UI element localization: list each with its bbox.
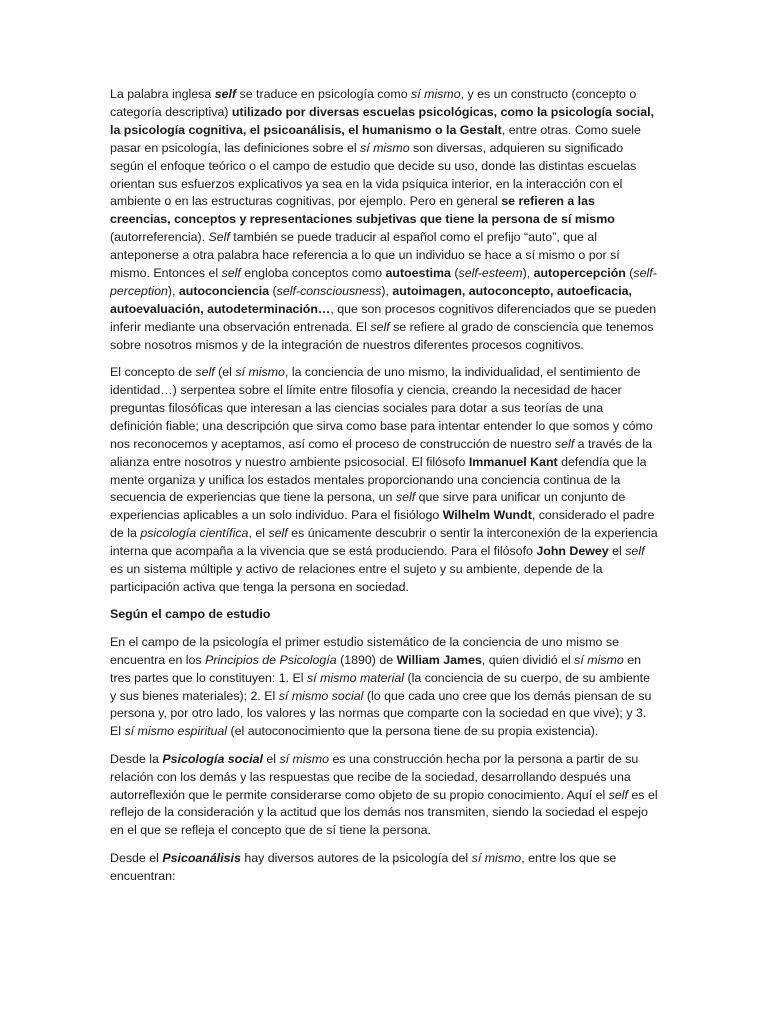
text-run: que sirve para unificar un conjunto de experiencias aplicables a un solo individuo. Para el fisiólogo: [110, 490, 626, 523]
text-run: Self: [208, 230, 230, 245]
text-run: sí mismo: [279, 751, 330, 766]
text-run: Desde la: [110, 751, 163, 766]
text-run: también se puede traducir al español como el prefijo “auto”, que al anteponerse a otra palabra hace referencia a lo que un individuo se hace a sí mismo o por sí mismo. Entonces el: [110, 230, 620, 281]
text-run: (autorreferencia).: [110, 230, 209, 245]
text-run: en tres partes que lo constituyen: 1. El: [110, 652, 641, 685]
text-run: ),: [522, 266, 534, 281]
text-run: La palabra inglesa: [110, 87, 215, 101]
text-run: (la conciencia de su cuerpo, de su ambiente y sus bienes materiales); 2. El: [110, 670, 650, 703]
text-run: , que son procesos cognitivos diferenciados que se pueden inferir mediante una observación entrenada. El: [110, 301, 657, 334]
text-run: self-perception: [110, 266, 657, 298]
text-run: (el: [214, 365, 236, 380]
text-run: engloba conceptos como: [240, 266, 386, 281]
text-run: self-consciousness: [276, 283, 382, 298]
text-run: , entre otras. Como suele pasar en psicología, las definiciones sobre el: [110, 122, 641, 155]
text-run: defendía que la mente organiza y unifica los estados mentales proporcionando una conciencia continua de la secuencia de experiencias que tiene la persona, un: [110, 454, 647, 505]
text-run: Psicología social: [162, 751, 263, 766]
text-run: sí mismo espiritual: [124, 724, 228, 739]
text-run: ),: [381, 283, 393, 298]
text-run: , la conciencia de uno mismo, la individualidad, el sentimiento de identidad…) serpentea sobre el límite entre filosofía y ciencia, creando la necesidad de hacer preguntas filosóficas que interesan a las ciencias sociales para dotar a sus teorías de una definición fiable; una descripción que sirva como base para intentar entender lo que somos y cómo nos reconocemos y aceptamos, así como el proceso de construcción de nuestro: [110, 365, 653, 451]
paragraph-social-psychology: [110, 751, 658, 841]
text-run: Desde el: [110, 850, 163, 865]
text-run: el: [608, 544, 626, 559]
document-page: [110, 86, 658, 895]
text-run: (1890) de: [336, 652, 397, 667]
text-run: (: [450, 266, 459, 281]
section-heading: [110, 606, 658, 624]
text-run: self: [221, 266, 241, 281]
text-run: hay diversos autores de la psicología del: [240, 850, 472, 865]
text-run: Immanuel Kant: [468, 454, 558, 469]
text-run: sí mismo social: [278, 688, 364, 703]
text-run: es el reflejo de la consideración y la actitud que los demás nos transmiten, siendo la sociedad el espejo en el que se refleja el concepto que de sí tiene la persona.: [110, 787, 658, 838]
paragraph-intro: [110, 86, 658, 355]
text-run: self: [625, 544, 645, 559]
text-run: sí mismo: [411, 87, 461, 101]
text-run: , entre los que se encuentran:: [110, 850, 617, 883]
text-run: (lo que cada uno cree que los demás piensan de su persona y, por otro lado, los valores y las normas que comparte con la sociedad en que vive); y 3. El: [110, 688, 652, 739]
text-run: autopercepción: [533, 266, 626, 281]
text-run: el: [262, 751, 280, 766]
text-run: autoimagen, autoconcepto, autoeficacia, autoevaluación, autodeterminación…: [110, 283, 632, 316]
paragraph-william-james: [110, 634, 658, 741]
text-run: a través de la alianza entre nosotros y nuestro ambiente psicosocial. El filósofo: [110, 436, 653, 469]
text-run: self: [370, 319, 390, 334]
text-run: Wilhelm Wundt: [442, 508, 532, 523]
text-run: son diversas, adquieren su significado según el enfoque teórico o el campo de estudio que decide su uso, donde las distintas escuelas orientan sus esfuerzos explicativos ya sea en la vida psíquica interior, en la interacción con el ambiente o en las estructuras cognitivas, por ejemplo. Pero en general: [110, 140, 637, 209]
text-run: es únicamente descubrir o sentir la interconexión de la experiencia interna que acompaña a la vivencia que se está produciendo. Para el filósofo: [110, 526, 658, 559]
text-run: (el autoconocimiento que la persona tiene de su propia existencia).: [227, 724, 599, 739]
text-run: En el campo de la psicología el primer estudio sistemático de la conciencia de uno mismo se encuentra en los: [110, 634, 619, 667]
text-run: es un sistema múltiple y activo de relaciones entre el sujeto y su ambiente, depende de la participación activa que tenga la persona en sociedad.: [110, 562, 603, 594]
paragraph-self-concept: [110, 364, 658, 597]
text-run: Principios de Psicología: [205, 652, 337, 667]
text-run: (: [269, 283, 277, 298]
text-run: , quien dividió el: [481, 652, 575, 667]
text-run: se refieren a las creencias, conceptos y representaciones subjetivas que tiene la persona de sí mismo: [110, 194, 615, 227]
text-run: psicología científica: [140, 526, 249, 541]
text-run: autoestima: [385, 266, 451, 281]
text-run: , el: [248, 526, 269, 541]
text-run: El concepto de: [110, 365, 196, 380]
paragraph-psychoanalysis: [110, 850, 658, 886]
text-run: John Dewey: [536, 544, 609, 559]
text-run: se traduce en psicología como: [236, 87, 412, 101]
text-run: es una construcción hecha por la persona a partir de su relación con los demás y las respuestas que recibe de la sociedad, desarrollando después una autorreflexión que le permite considerarse como objeto de su propio conocimiento. Aquí el: [110, 751, 639, 802]
text-run: Según el campo de estudio: [110, 607, 271, 622]
text-run: sí mismo material: [306, 670, 405, 685]
text-run: ),: [167, 283, 179, 298]
text-run: William James: [396, 652, 482, 667]
text-run: self: [554, 436, 575, 451]
text-run: self: [608, 787, 628, 802]
text-run: self: [214, 87, 237, 101]
text-run: sí mismo: [235, 365, 285, 380]
text-run: autoconciencia: [178, 283, 270, 298]
text-run: sí mismo: [360, 140, 410, 155]
text-run: sí mismo: [574, 652, 624, 667]
text-run: (: [625, 266, 634, 281]
text-run: utilizado por diversas escuelas psicológicas, como la psicología social, la psicología cognitiva, el psicoanálisis, el humanismo o la Gestalt: [110, 104, 655, 137]
text-run: sí mismo: [471, 850, 522, 865]
text-run: , considerado el padre de la: [110, 508, 655, 541]
text-run: self: [268, 526, 288, 541]
text-run: , y es un constructo (concepto o categoría descriptiva): [110, 87, 637, 119]
text-run: self: [195, 365, 215, 380]
text-run: self: [395, 490, 416, 505]
text-run: Psicoanálisis: [162, 850, 241, 865]
text-run: se refiere al grado de consciencia que tenemos sobre nosotros mismos y de la integración de nuestros diferentes procesos cognitivos.: [110, 319, 654, 352]
text-run: self-esteem: [458, 266, 523, 281]
